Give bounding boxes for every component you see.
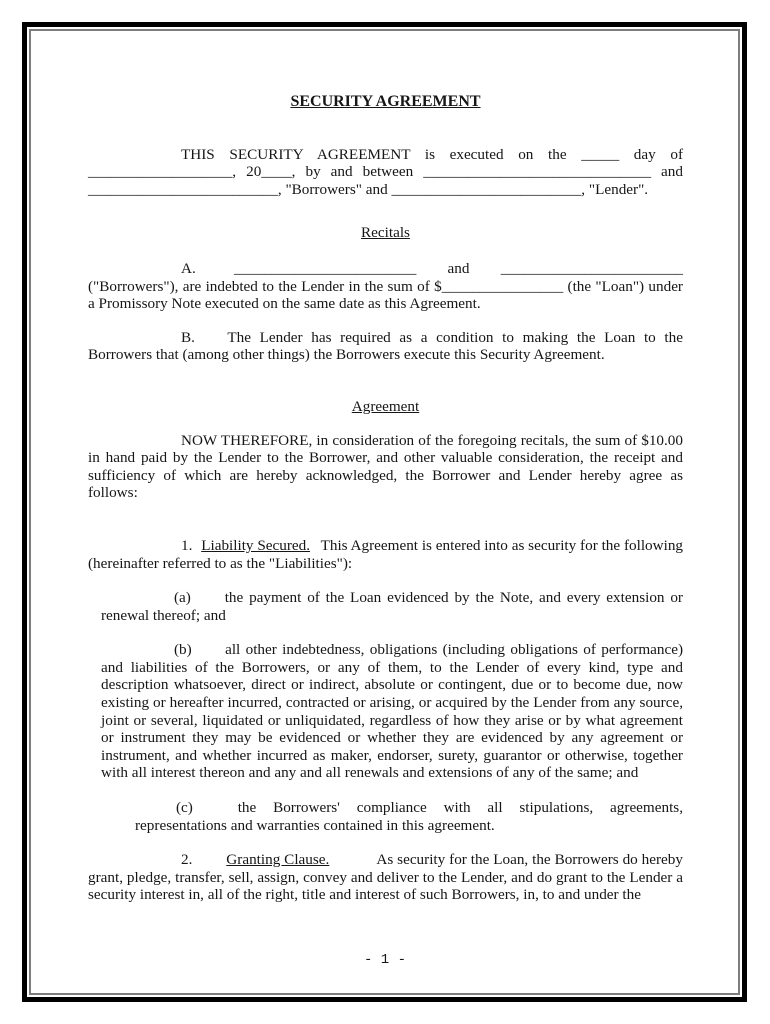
subsection-c-paragraph [135,799,683,834]
section-2-paragraph [88,851,683,904]
agreement-preamble: NOW THEREFORE, in consideration of the foregoing recitals, the sum of $10.00 in hand paid by the Lender to the Borrower, and other valuable consideration, the receipt and sufficiency of which are hereby acknowledged, the Borrower and Lender hereby agree as follows: [88,431,683,502]
recital-a-text: ("Borrowers"), are indebted to the Lender in the sum of $________________ (the "Loan") under a Promissory Note executed on the same date as this Agreement. [88,277,683,313]
document-title: SECURITY AGREEMENT [290,93,481,110]
section-1-heading: Liability Secured. [201,536,311,554]
recital-b-text: The Lender has required as a condition to making the Loan to the Borrowers that (among other things) the Borrowers execute this Security Agreement. [88,328,683,364]
intro-paragraph: THIS SECURITY AGREEMENT is executed on the _____ day of ___________________, 20____, by and between ______________________________ and _________________________, "Borrowers" and _________________________, "Lender". [88,145,683,198]
section-2-text: As security for the Loan, the Borrowers do hereby grant, pledge, transfer, sell, assign, convey and deliver to the Lender, and do grant to the Lender a security interest in, all of the right, title and interest of such Borrowers, in, to and under the [88,851,683,904]
agreement-heading: Agreement [351,397,420,415]
subsection-a-text: the payment of the Loan evidenced by the Note, and every extension or renewal thereof; and [101,589,683,624]
recital-b-label: B. [181,328,195,346]
subsection-c-label: (c) [176,799,193,817]
recital-a-blank-1: ________________________ [234,259,417,277]
page-border [22,22,747,1002]
recital-a-label: A. [181,259,196,277]
recitals-heading: Recitals [361,224,410,242]
section-2-heading: Granting Clause. [226,851,330,869]
section-1-paragraph [88,537,683,572]
section-1-text: This Agreement is entered into as security for the following (hereinafter referred to as the "Liabilities"): [88,536,684,572]
subsection-b-paragraph [101,641,683,782]
recital-a-and: and [447,259,470,277]
recital-a-paragraph [88,260,683,313]
subsection-b-text: all other indebtedness, obligations (including obligations of performance) and liabilities of the Borrowers, or any of them, to the Lender of every kind, type and description whatsoever, direct or indirect, absolute or contingent, due or to become due, now existing or hereafter incurred, contracted or arising, or acquired by the Lender from any source, joint or several, liquidated or unliquidated, regardless of how they arise or by what agreement or instrument they may be evidenced or whether they are evidenced by any agreement or instrument, and whether incurred as maker, endorser, surety, guarantor or otherwise, together with all interest thereon and any and all renewals and extensions of any of the same; and [101,641,684,782]
page-number: - 1 - [363,952,406,968]
subsection-b-label: (b) [174,641,192,659]
section-1-number: 1. [181,536,193,554]
document-content [31,31,738,993]
subsection-a-paragraph [101,589,683,624]
section-2-number: 2. [181,851,193,869]
recital-b-paragraph [88,329,683,364]
recital-a-blank-2: ________________________ [500,259,683,277]
subsection-a-label: (a) [174,589,191,607]
subsection-c-text: the Borrowers' compliance with all stipulations, agreements, representations and warranties contained in this agreement. [135,799,684,834]
page-inner-border [29,29,740,995]
